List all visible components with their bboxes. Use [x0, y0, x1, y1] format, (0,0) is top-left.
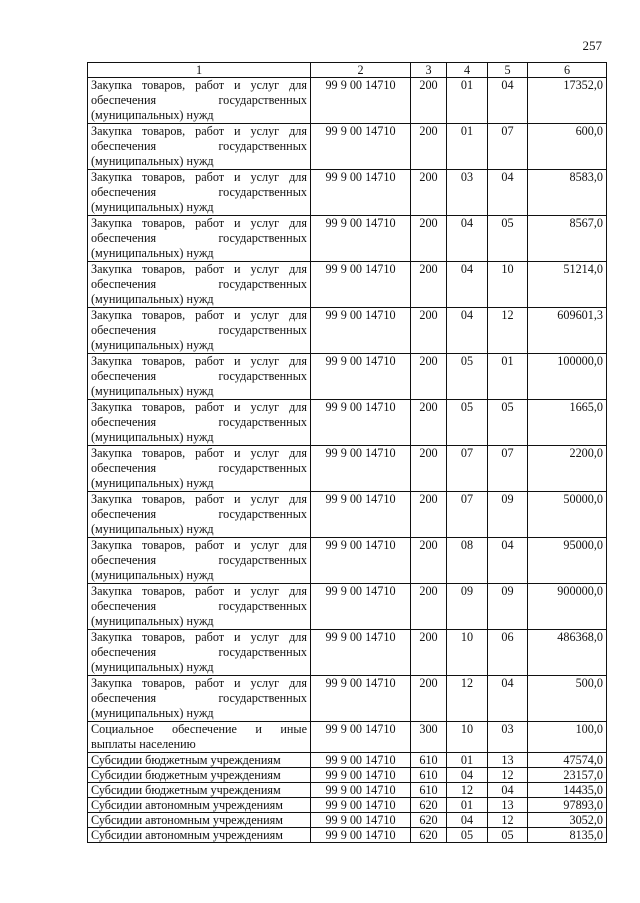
table-row — [88, 783, 607, 798]
row-rz-cell: 07 — [447, 446, 488, 492]
table-row — [88, 78, 607, 124]
row-vr-cell: 200 — [411, 446, 447, 492]
table-row — [88, 768, 607, 783]
row-sum-cell: 3052,0 — [528, 813, 607, 828]
table-row — [88, 798, 607, 813]
table-header-row — [88, 63, 607, 78]
row-sum-cell: 900000,0 — [528, 584, 607, 630]
row-name-cell: Закупка товаров, работ и услуг для обеспечения государственных (муниципальных) нужд — [88, 492, 311, 538]
row-vr-cell: 200 — [411, 630, 447, 676]
row-pr-cell: 12 — [488, 768, 528, 783]
table-row — [88, 354, 607, 400]
row-sum-cell: 23157,0 — [528, 768, 607, 783]
column-header-code: 2 — [311, 63, 411, 78]
row-vr-cell: 200 — [411, 676, 447, 722]
row-rz-cell: 09 — [447, 584, 488, 630]
row-sum-cell: 95000,0 — [528, 538, 607, 584]
row-rz-cell: 01 — [447, 753, 488, 768]
row-name-cell: Закупка товаров, работ и услуг для обеспечения государственных (муниципальных) нужд — [88, 584, 311, 630]
row-vr-cell: 200 — [411, 262, 447, 308]
row-code-cell: 99 9 00 14710 — [311, 584, 411, 630]
row-vr-cell: 610 — [411, 768, 447, 783]
row-code-cell: 99 9 00 14710 — [311, 216, 411, 262]
row-sum-cell: 600,0 — [528, 124, 607, 170]
row-sum-cell: 500,0 — [528, 676, 607, 722]
row-name-cell: Закупка товаров, работ и услуг для обеспечения государственных (муниципальных) нужд — [88, 676, 311, 722]
row-name-cell: Закупка товаров, работ и услуг для обеспечения государственных (муниципальных) нужд — [88, 216, 311, 262]
row-name-cell: Закупка товаров, работ и услуг для обеспечения государственных (муниципальных) нужд — [88, 308, 311, 354]
row-sum-cell: 50000,0 — [528, 492, 607, 538]
row-sum-cell: 2200,0 — [528, 446, 607, 492]
row-sum-cell: 47574,0 — [528, 753, 607, 768]
row-pr-cell: 09 — [488, 492, 528, 538]
row-sum-cell: 8135,0 — [528, 828, 607, 843]
row-vr-cell: 200 — [411, 216, 447, 262]
row-vr-cell: 200 — [411, 492, 447, 538]
table-row — [88, 538, 607, 584]
row-rz-cell: 10 — [447, 630, 488, 676]
row-vr-cell: 200 — [411, 584, 447, 630]
row-name-cell: Закупка товаров, работ и услуг для обеспечения государственных (муниципальных) нужд — [88, 446, 311, 492]
row-pr-cell: 12 — [488, 308, 528, 354]
row-vr-cell: 300 — [411, 722, 447, 753]
row-name-cell: Социальное обеспечение и иные выплаты населению — [88, 722, 311, 753]
column-header-sum: 6 — [528, 63, 607, 78]
row-pr-cell: 06 — [488, 630, 528, 676]
table-row — [88, 813, 607, 828]
row-sum-cell: 14435,0 — [528, 783, 607, 798]
row-rz-cell: 10 — [447, 722, 488, 753]
row-code-cell: 99 9 00 14710 — [311, 630, 411, 676]
row-pr-cell: 13 — [488, 798, 528, 813]
table-row — [88, 828, 607, 843]
row-pr-cell: 12 — [488, 813, 528, 828]
table-row — [88, 400, 607, 446]
row-pr-cell: 10 — [488, 262, 528, 308]
table-row — [88, 584, 607, 630]
row-name-cell: Закупка товаров, работ и услуг для обеспечения государственных (муниципальных) нужд — [88, 354, 311, 400]
page-number: 257 — [582, 38, 602, 53]
row-pr-cell: 03 — [488, 722, 528, 753]
row-pr-cell: 09 — [488, 584, 528, 630]
row-vr-cell: 620 — [411, 813, 447, 828]
row-pr-cell: 04 — [488, 676, 528, 722]
row-rz-cell: 01 — [447, 798, 488, 813]
row-rz-cell: 04 — [447, 308, 488, 354]
row-code-cell: 99 9 00 14710 — [311, 768, 411, 783]
row-name-cell: Субсидии бюджетным учреждениям — [88, 753, 311, 768]
table-row — [88, 722, 607, 753]
row-sum-cell: 97893,0 — [528, 798, 607, 813]
row-code-cell: 99 9 00 14710 — [311, 753, 411, 768]
row-vr-cell: 610 — [411, 753, 447, 768]
table-row — [88, 124, 607, 170]
row-rz-cell: 04 — [447, 262, 488, 308]
table-row — [88, 676, 607, 722]
row-name-cell: Закупка товаров, работ и услуг для обеспечения государственных (муниципальных) нужд — [88, 630, 311, 676]
row-name-cell: Закупка товаров, работ и услуг для обеспечения государственных (муниципальных) нужд — [88, 538, 311, 584]
row-sum-cell: 8567,0 — [528, 216, 607, 262]
row-pr-cell: 05 — [488, 216, 528, 262]
row-name-cell: Закупка товаров, работ и услуг для обеспечения государственных (муниципальных) нужд — [88, 78, 311, 124]
row-name-cell: Закупка товаров, работ и услуг для обеспечения государственных (муниципальных) нужд — [88, 400, 311, 446]
row-rz-cell: 05 — [447, 828, 488, 843]
row-code-cell: 99 9 00 14710 — [311, 262, 411, 308]
row-sum-cell: 100000,0 — [528, 354, 607, 400]
column-header-vr: 3 — [411, 63, 447, 78]
row-vr-cell: 200 — [411, 400, 447, 446]
row-sum-cell: 100,0 — [528, 722, 607, 753]
row-name-cell: Субсидии автономным учреждениям — [88, 828, 311, 843]
row-rz-cell: 03 — [447, 170, 488, 216]
row-code-cell: 99 9 00 14710 — [311, 798, 411, 813]
row-name-cell: Субсидии бюджетным учреждениям — [88, 768, 311, 783]
row-rz-cell: 04 — [447, 768, 488, 783]
row-rz-cell: 08 — [447, 538, 488, 584]
row-pr-cell: 07 — [488, 124, 528, 170]
row-vr-cell: 200 — [411, 308, 447, 354]
column-header-name: 1 — [88, 63, 311, 78]
row-code-cell: 99 9 00 14710 — [311, 78, 411, 124]
table-row — [88, 446, 607, 492]
row-rz-cell: 07 — [447, 492, 488, 538]
row-code-cell: 99 9 00 14710 — [311, 783, 411, 798]
row-sum-cell: 51214,0 — [528, 262, 607, 308]
row-name-cell: Субсидии автономным учреждениям — [88, 798, 311, 813]
row-vr-cell: 200 — [411, 538, 447, 584]
table-body — [88, 78, 607, 843]
row-vr-cell: 200 — [411, 124, 447, 170]
row-pr-cell: 05 — [488, 828, 528, 843]
row-code-cell: 99 9 00 14710 — [311, 124, 411, 170]
row-pr-cell: 04 — [488, 538, 528, 584]
row-vr-cell: 200 — [411, 78, 447, 124]
row-code-cell: 99 9 00 14710 — [311, 676, 411, 722]
row-rz-cell: 01 — [447, 78, 488, 124]
row-code-cell: 99 9 00 14710 — [311, 492, 411, 538]
row-name-cell: Субсидии бюджетным учреждениям — [88, 783, 311, 798]
row-name-cell: Закупка товаров, работ и услуг для обеспечения государственных (муниципальных) нужд — [88, 170, 311, 216]
row-rz-cell: 04 — [447, 813, 488, 828]
row-rz-cell: 12 — [447, 676, 488, 722]
row-sum-cell: 1665,0 — [528, 400, 607, 446]
row-code-cell: 99 9 00 14710 — [311, 308, 411, 354]
row-rz-cell: 05 — [447, 354, 488, 400]
row-rz-cell: 05 — [447, 400, 488, 446]
row-name-cell: Субсидии автономным учреждениям — [88, 813, 311, 828]
table-row — [88, 170, 607, 216]
budget-table — [87, 62, 607, 843]
row-vr-cell: 200 — [411, 354, 447, 400]
row-pr-cell: 04 — [488, 78, 528, 124]
row-rz-cell: 01 — [447, 124, 488, 170]
row-pr-cell: 05 — [488, 400, 528, 446]
row-vr-cell: 620 — [411, 798, 447, 813]
column-header-pr: 5 — [488, 63, 528, 78]
row-code-cell: 99 9 00 14710 — [311, 813, 411, 828]
table-row — [88, 492, 607, 538]
row-code-cell: 99 9 00 14710 — [311, 828, 411, 843]
row-name-cell: Закупка товаров, работ и услуг для обеспечения государственных (муниципальных) нужд — [88, 124, 311, 170]
table-row — [88, 216, 607, 262]
row-code-cell: 99 9 00 14710 — [311, 354, 411, 400]
row-code-cell: 99 9 00 14710 — [311, 400, 411, 446]
row-code-cell: 99 9 00 14710 — [311, 170, 411, 216]
column-header-rz: 4 — [447, 63, 488, 78]
table-row — [88, 262, 607, 308]
row-pr-cell: 13 — [488, 753, 528, 768]
row-vr-cell: 610 — [411, 783, 447, 798]
row-sum-cell: 17352,0 — [528, 78, 607, 124]
row-pr-cell: 04 — [488, 170, 528, 216]
row-rz-cell: 04 — [447, 216, 488, 262]
table-row — [88, 630, 607, 676]
row-sum-cell: 609601,3 — [528, 308, 607, 354]
row-sum-cell: 486368,0 — [528, 630, 607, 676]
row-pr-cell: 04 — [488, 783, 528, 798]
row-code-cell: 99 9 00 14710 — [311, 538, 411, 584]
table-row — [88, 753, 607, 768]
row-code-cell: 99 9 00 14710 — [311, 722, 411, 753]
row-code-cell: 99 9 00 14710 — [311, 446, 411, 492]
row-pr-cell: 07 — [488, 446, 528, 492]
row-pr-cell: 01 — [488, 354, 528, 400]
row-vr-cell: 620 — [411, 828, 447, 843]
row-name-cell: Закупка товаров, работ и услуг для обеспечения государственных (муниципальных) нужд — [88, 262, 311, 308]
row-sum-cell: 8583,0 — [528, 170, 607, 216]
row-rz-cell: 12 — [447, 783, 488, 798]
row-vr-cell: 200 — [411, 170, 447, 216]
table-row — [88, 308, 607, 354]
